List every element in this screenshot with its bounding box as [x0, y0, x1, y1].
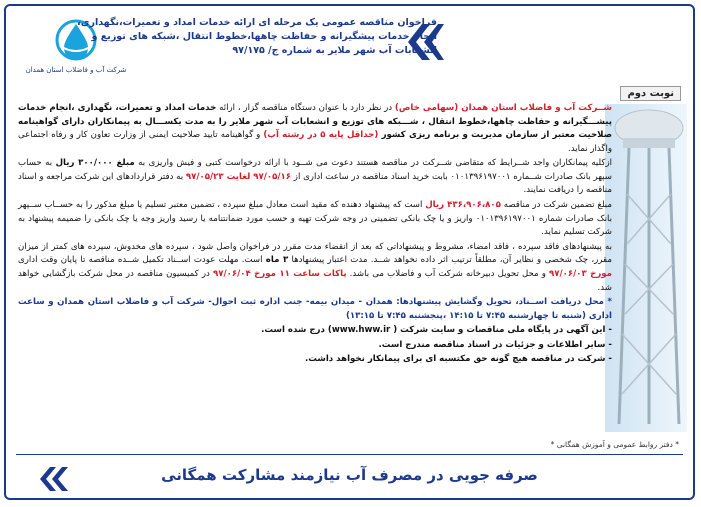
title-line-3: انشعابات آب شهر ملایر به شماره ج/ ۹۷/۱۷۵ — [232, 44, 437, 56]
paragraph-2: ازکلیه پیمانکاران واجد شــرایط که متقاضی شــرکت در مناقصه هستند دعوت می شــود با ارائه درخواست کتبی و فیش واریزی به مبلغ ۳۰۰/۰۰۰ ریال به حساب سپهر بانک صادرات شــماره ۰۱۰۱۳۹۶۱۹۷۰۰۱ بابت خرید اسناد مناقصه در ساعت اداری از ۹۷/۰۵/۱۶ لغایت ۹۷/۰۵/۲۳ به دفتر قراردادهای این شرکت مراجعه و اسناد مناقصه را دریافت نمایند. — [18, 158, 612, 196]
public-relations-note: * دفتر روابط عمومی و آموزش همگانی * — [550, 440, 679, 449]
company-name: شــرکت آب و فاضلاب استان همدان (سهامی خاص) — [394, 103, 613, 113]
tender-title — [77, 16, 437, 80]
publication-badge: نوبت دوم — [620, 86, 681, 101]
title-line-1: فراخوان مناقصه عمومی یک مرحله ای ارائه خدمات امداد و تعمیرات،نگهداری، — [77, 17, 437, 28]
title-line-2: انجام خدمات پیشگیرانه و حفاظت چاهها،خطوط انتقال ،شبکه های توزیع و — [91, 30, 437, 42]
paragraph-3: مبلغ تضمین شرکت در مناقصه ۴۳۶،۹۰۶،۸۰۵ ریال است که پیشنهاد دهنده که مقید است معادل مبلغ سپرده ، تضمین معتبر تسلیم یا مبلغ مذکور را به حســاب ســپهر بانک صادرات شماره ۰۱۰۱۳۹۶۱۹۷۰۰۱ واریز و یا چک بانکی تضمینی در وجه شرکت تهیه و حسب مورد ضمانتنامه یا رسید واریز وجه یا چک بانکی را ضمیمه پیشنهاد به شرکت تسلیم نماید. — [18, 200, 613, 238]
bullet-details: - سایر اطلاعات و جزئیات در اسناد مناقصه مندرج است. — [378, 339, 612, 350]
guarantee-amount: ۴۳۶،۹۰۶،۸۰۵ ریال — [425, 200, 501, 211]
document-sale-dates: ۹۷/۰۵/۱۶ لغایت ۹۷/۰۵/۲۳ — [185, 171, 292, 182]
tender-body — [18, 102, 612, 448]
submission-deadline: مورخ ۹۷/۰۶/۰۳ — [549, 268, 612, 279]
header — [12, 12, 687, 80]
logo-text: شرکت آب و فاضلاب استان همدان — [25, 66, 127, 74]
bullet-rights: - شرکت در مناقصه هیچ گونه حق مکتسبه ای برای پیمانکار نخواهد داشت. — [305, 354, 612, 365]
divider — [16, 454, 683, 455]
bullet-location: * محل دریافت اســناد، تحویل وگشایش پیشنهادها: همدان - میدان بیمه- جنب اداره ثبت احوال- شرکت آب و فاضلاب استان همدان و ساعت اداری (شنبه تا چهارشنبه ۷:۴۵ تا ۱۴:۱۵ ،پنجشنبه ۷:۴۵ تا ۱۳:۱۵) — [18, 297, 612, 321]
water-saving-slogan: صرفه جویی در مصرف آب نیازمند مشارکت همگانی — [161, 466, 538, 484]
water-tower-image — [605, 104, 687, 432]
double-chevron-icon — [28, 466, 68, 492]
advertisement-frame — [4, 4, 695, 500]
paragraph-1: شــرکت آب و فاضلاب استان همدان (سهامی خاص) در نظر دارد با عنوان دستگاه مناقصه گزار ، ارائه خدمات امداد و تعمیرات، نگهداری ،انجام خدمات پیشـــگیرانه و حفاظت چاهها،خطوط انتقال ، شـــبکه های توزیع و انشعابات آب شهر ملایر را به مدت یکســـال به پیمانکاران دارای گواهینامه صلاحیت معتبر از سازمان مدیریت و برنامه ریزی کشور (حداقل پایه ۵ در رشته آب) و گواهینامه تایید صلاحیت ایمنی از وزارت تعاون کار و رفاه اجتماعی واگذار نماید. — [18, 103, 613, 154]
paragraph-4: به پیشنهادهای فاقد سپرده ، فاقد امضاء، مشروط و پیشنهاداتی که بعد از انقضاء مدت مقرر در فراخوان واصل شود ، سپرده های مخدوش، سپرده های کمتر از میزان مقرر، چک شخصی و نظایر آن، مطلقاً ترتیب اثر داده نخواهد شــد. مدت اعتبار پیشنهادها ۳ ماه است. مهلت عودت اســناد تکمیل شــده مناقصه تا پایان وقت اداری مورخ ۹۷/۰۶/۰۳ و محل تحویل دبیرخانه شرکت آب و فاضلاب می باشد. پاکات ساعت ۱۱ مورخ ۹۷/۰۶/۰۴ در کمیسیون مناقصه در محل شرکت بازگشایی خواهد شد. — [18, 241, 612, 293]
bullet-website: - این آگهی در پایگاه ملی مناقصات و سایت شرکت ( www.hww.ir) درج شده است. — [261, 325, 612, 336]
bottom-banner — [6, 458, 693, 498]
opening-date: پاکات ساعت ۱۱ مورخ ۹۷/۰۶/۰۴ — [212, 268, 347, 279]
